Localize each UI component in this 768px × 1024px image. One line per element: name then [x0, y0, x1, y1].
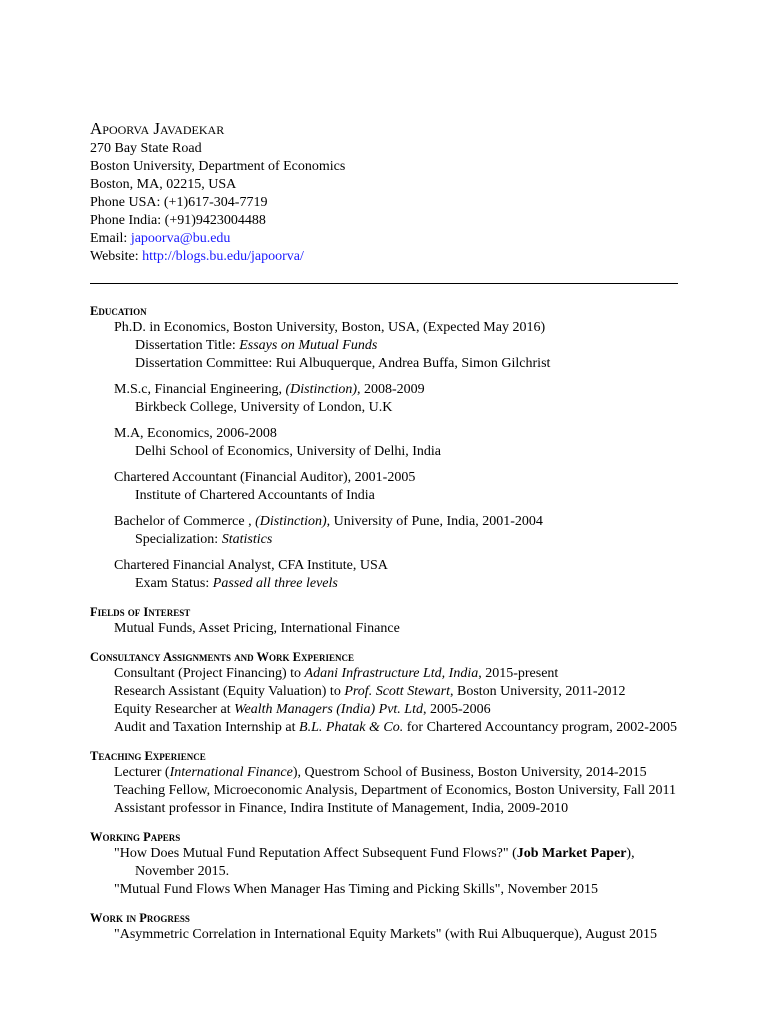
msc-post: , 2008-2009 [357, 382, 425, 397]
website-label: Website: [90, 249, 143, 264]
bcom-degree [90, 513, 678, 531]
progress-heading: Work in Progress [90, 911, 190, 925]
item-text: Equity Researcher at [114, 702, 235, 717]
email-line [90, 230, 678, 248]
status-value: Passed all three levels [212, 576, 338, 591]
progress-item: "Asymmetric Correlation in International Equity Markets" (with Rui Albuquerque), August 2015 [114, 927, 657, 942]
edu-phd [90, 319, 678, 373]
status-label: Exam Status: [135, 576, 213, 591]
phone-usa: Phone USA: (+1)617-304-7719 [90, 195, 268, 210]
bcom-specialization [90, 531, 678, 549]
ma-school: Delhi School of Economics, University of Delhi, India [135, 444, 441, 459]
paper-item: "Mutual Fund Flows When Manager Has Timing and Picking Skills", November 2015 [114, 882, 599, 897]
item-text: , Boston University, 2011-2012 [449, 684, 626, 699]
cfa-degree: Chartered Financial Analyst, CFA Institute, USA [114, 558, 388, 573]
phd-dissertation [90, 337, 678, 355]
item-text: , 2015-present [478, 666, 559, 681]
diss-label: Dissertation Title: [135, 338, 240, 353]
papers-section [90, 829, 678, 899]
consultancy-item [90, 719, 678, 737]
job-market-label: Job Market Paper [516, 846, 627, 861]
item-text: Consultant (Project Financing) to [114, 666, 305, 681]
address-line-3: Boston, MA, 02215, USA [90, 177, 237, 192]
bcom-distinction: (Distinction) [255, 514, 327, 529]
item-emphasis: B.L. Phatak & Co. [299, 720, 404, 735]
spec-label: Specialization: [135, 532, 222, 547]
header-divider [90, 283, 678, 284]
teaching-item: Assistant professor in Finance, Indira Institute of Management, India, 2009-2010 [114, 801, 569, 816]
ma-degree: M.A, Economics, 2006-2008 [114, 426, 277, 441]
contact-block [90, 118, 678, 266]
candidate-name: Apoorva Javadekar [90, 119, 225, 138]
address-line-1: 270 Bay State Road [90, 141, 202, 156]
interests-heading: Fields of Interest [90, 605, 191, 619]
edu-ca [90, 469, 678, 505]
consultancy-item [90, 665, 678, 683]
item-text: Lecturer ( [114, 765, 170, 780]
paper-text: ), November 2015. [135, 846, 635, 879]
interests-text: Mutual Funds, Asset Pricing, International Finance [114, 621, 400, 636]
spec-value: Statistics [221, 532, 273, 547]
item-emphasis: Adani Infrastructure Ltd, India [304, 666, 479, 681]
consultancy-section [90, 649, 678, 737]
interests-section [90, 604, 678, 638]
edu-ma [90, 425, 678, 461]
paper-text: "How Does Mutual Fund Reputation Affect Subsequent Fund Flows?" ( [114, 846, 517, 861]
website-link[interactable]: http://blogs.bu.edu/japoorva/ [142, 249, 304, 264]
msc-school: Birkbeck College, University of London, U.K [135, 400, 393, 415]
msc-distinction: (Distinction) [285, 382, 358, 397]
msc-pre: M.S.c, Financial Engineering, [114, 382, 286, 397]
ca-degree: Chartered Accountant (Financial Auditor), 2001-2005 [114, 470, 416, 485]
teaching-section [90, 748, 678, 818]
website-line [90, 248, 678, 266]
consultancy-item [90, 701, 678, 719]
consultancy-heading: Consultancy Assignments and Work Experience [90, 650, 355, 664]
item-text: , 2005-2006 [422, 702, 491, 717]
item-emphasis: Wealth Managers (India) Pvt. Ltd [234, 702, 423, 717]
teaching-item: Teaching Fellow, Microeconomic Analysis, Department of Economics, Boston University, Fall 2011 [114, 783, 677, 798]
bcom-post: , University of Pune, India, 2001-2004 [326, 514, 543, 529]
item-text: Research Assistant (Equity Valuation) to [114, 684, 345, 699]
progress-section [90, 910, 678, 944]
education-heading: Education [90, 304, 147, 318]
cfa-status [90, 575, 678, 593]
teaching-item [90, 764, 678, 782]
teaching-heading: Teaching Experience [90, 749, 206, 763]
edu-cfa [90, 557, 678, 593]
email-link[interactable]: japoorva@bu.edu [130, 231, 231, 246]
msc-degree [90, 381, 678, 399]
email-label: Email: [90, 231, 131, 246]
item-emphasis: Prof. Scott Stewart [344, 684, 450, 699]
phd-degree: Ph.D. in Economics, Boston University, Boston, USA, (Expected May 2016) [114, 320, 546, 335]
edu-bcom [90, 513, 678, 549]
papers-heading: Working Papers [90, 830, 181, 844]
bcom-pre: Bachelor of Commerce , [114, 514, 256, 529]
item-text: for Chartered Accountancy program, 2002-2005 [403, 720, 677, 735]
ca-school: Institute of Chartered Accountants of India [135, 488, 375, 503]
phone-india: Phone India: (+91)9423004488 [90, 213, 266, 228]
education-section [90, 303, 678, 593]
item-text: ), Questrom School of Business, Boston University, 2014-2015 [292, 765, 647, 780]
diss-title: Essays on Mutual Funds [239, 338, 378, 353]
phd-committee: Dissertation Committee: Rui Albuquerque, Andrea Buffa, Simon Gilchrist [135, 356, 551, 371]
consultancy-item [90, 683, 678, 701]
item-emphasis: International Finance [169, 765, 293, 780]
item-text: Audit and Taxation Internship at [114, 720, 300, 735]
address-line-2: Boston University, Department of Economics [90, 159, 346, 174]
paper-item [90, 845, 667, 881]
edu-msc [90, 381, 678, 417]
cv-page [90, 118, 678, 955]
